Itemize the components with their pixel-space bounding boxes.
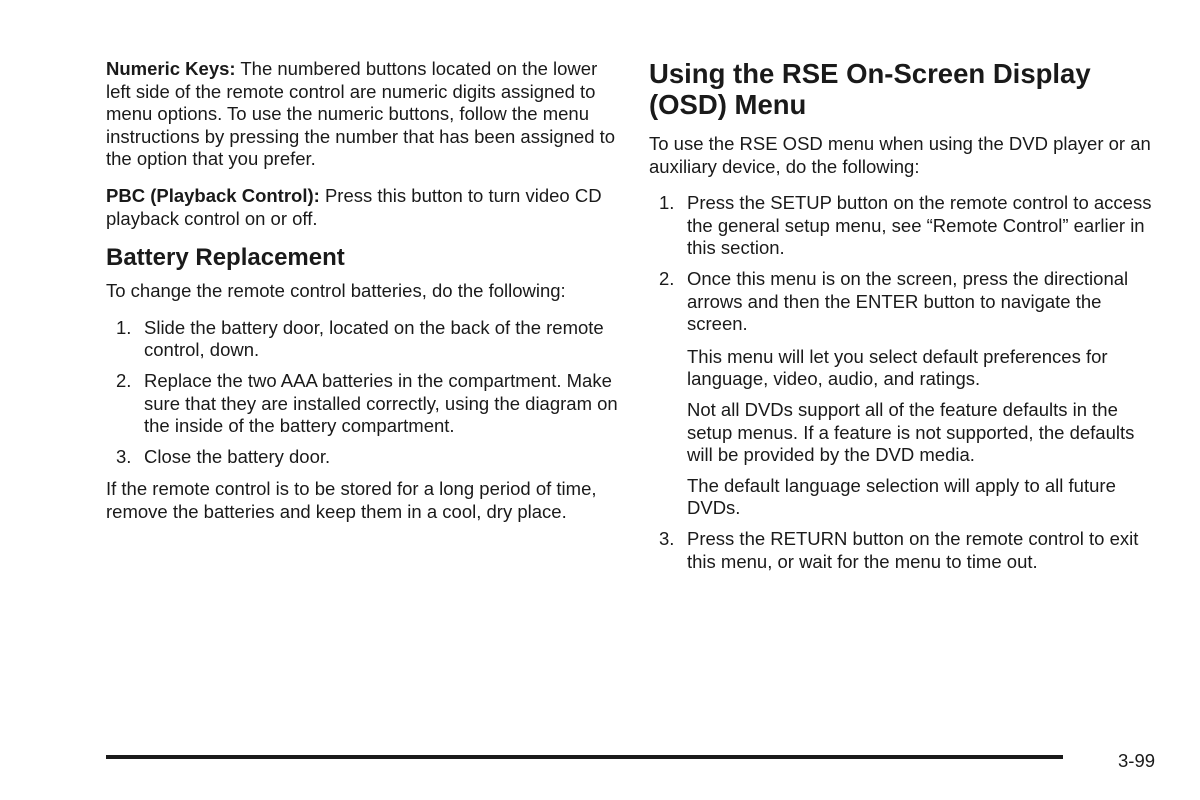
battery-intro: To change the remote control batteries, do the following:: [106, 280, 566, 302]
battery-steps: [106, 317, 621, 469]
step-number: 2.: [116, 369, 132, 391]
osd-steps-continued: [649, 528, 1164, 573]
list-item: [106, 317, 621, 362]
osd-note: The default language selection will apply to all future DVDs.: [687, 474, 1116, 519]
numeric-keys-text: The numbered buttons located on the lower left side of the remote control are numeric digits assigned to menu options. To use the numeric buttons, follow the menu instructions by pressing the number that has been assigned to the option that you prefer.: [106, 58, 616, 170]
pbc-text: Press this button to turn video CD playback control on or off.: [106, 184, 602, 229]
footer-rule: [106, 755, 1063, 759]
battery-outro: If the remote control is to be stored for a long period of time, remove the batteries and keep them in a cool, dry place.: [106, 478, 597, 522]
step-text: Press the RETURN button on the remote control to exit this menu, or wait for the menu to time out.: [687, 527, 1139, 572]
step-text: Replace the two AAA batteries in the compartment. Make sure that they are installed correctly, using the diagram on the inside of the battery compartment.: [144, 369, 618, 437]
list-item: [649, 268, 1164, 336]
page-number: 3-99: [1118, 750, 1156, 771]
numeric-keys-paragraph: [106, 58, 621, 171]
numeric-keys-label: Numeric Keys:: [106, 58, 236, 79]
battery-heading: Battery Replacement: [106, 244, 345, 272]
pbc-label: PBC (Playback Control):: [106, 184, 320, 206]
pbc-paragraph: [106, 185, 621, 230]
step-text: Once this menu is on the screen, press the directional arrows and then the ENTER button to navigate the screen.: [687, 267, 1129, 335]
osd-steps: [649, 192, 1164, 336]
step-number: 3.: [659, 527, 675, 549]
step-text: Slide the battery door, located on the back of the remote control, down.: [144, 316, 604, 361]
step-number: 1.: [116, 316, 132, 338]
step-text: Press the SETUP button on the remote control to access the general setup menu, see “Remote Control” earlier in this section.: [687, 192, 1152, 259]
osd-note: This menu will let you select default preferences for language, video, audio, and ratings.: [687, 345, 1108, 390]
step-text: Close the battery door.: [144, 445, 331, 467]
list-item: [106, 446, 621, 469]
osd-note: Not all DVDs support all of the feature defaults in the setup menus. If a feature is not supported, the defaults will be provided by the DVD media.: [687, 398, 1135, 466]
step-number: 1.: [659, 192, 675, 214]
list-item: [649, 528, 1164, 573]
list-item: [649, 192, 1164, 260]
step-number: 2.: [659, 267, 675, 289]
list-item: [106, 370, 621, 438]
right-column: [649, 58, 1164, 583]
step-number: 3.: [116, 445, 132, 467]
osd-heading: Using the RSE On-Screen Display (OSD) Menu: [649, 58, 1091, 120]
left-column: [106, 58, 621, 524]
osd-intro: To use the RSE OSD menu when using the DVD player or an auxiliary device, do the following:: [649, 133, 1151, 177]
